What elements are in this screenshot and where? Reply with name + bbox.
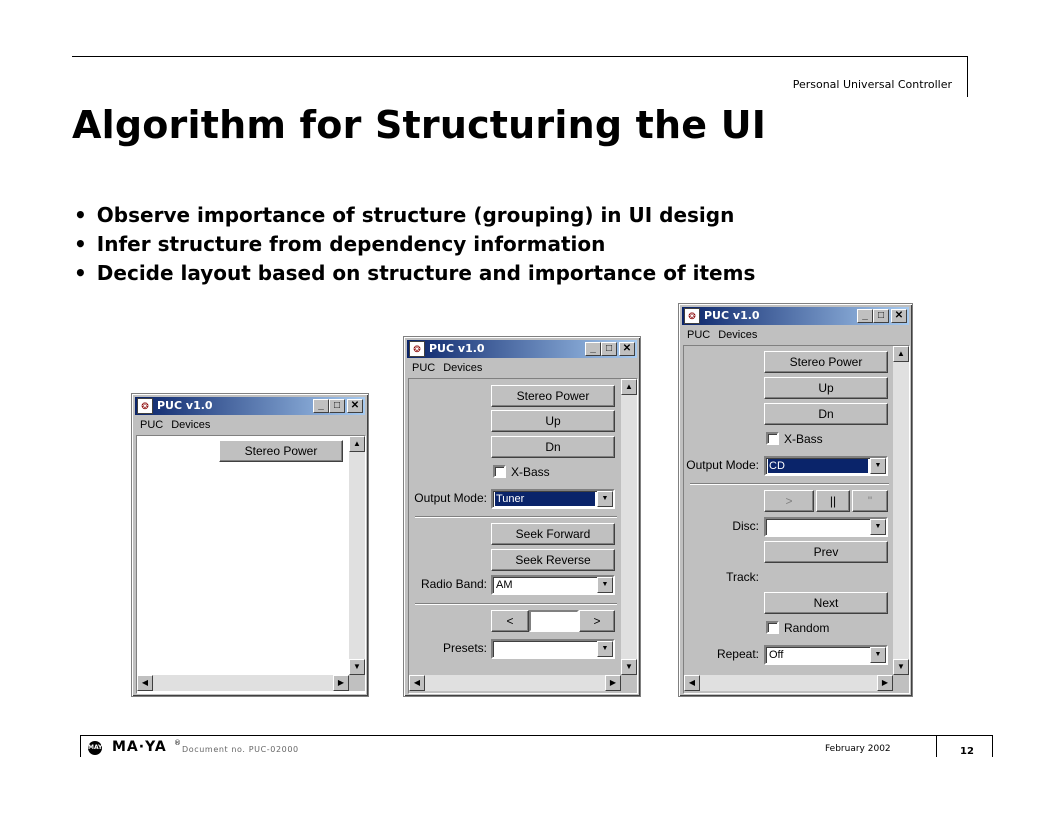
prev-button[interactable]: Prev (764, 541, 888, 563)
seek-forward-button[interactable]: Seek Forward (491, 523, 615, 545)
window-title: PUC v1.0 (157, 399, 213, 412)
maya-logo-icon: MAYA (88, 741, 102, 755)
puc-window-tuner (403, 336, 641, 697)
dn-button[interactable]: Dn (491, 436, 615, 458)
bullet-text: Observe importance of structure (grouping) in UI design (96, 203, 735, 227)
presets-label: Presets: (442, 641, 487, 655)
menu-puc[interactable]: PUC (412, 362, 436, 374)
minimize-button[interactable]: _ (585, 342, 601, 356)
dn-button[interactable]: Dn (764, 403, 888, 425)
stereo-power-button[interactable]: Stereo Power (764, 351, 888, 373)
scroll-down-icon[interactable]: ▼ (349, 659, 365, 675)
chevron-down-icon[interactable]: ▼ (597, 641, 613, 657)
slide-header: Personal Universal Controller (792, 78, 952, 91)
footer-divider (936, 735, 937, 757)
group-separator (415, 516, 617, 518)
app-icon[interactable]: ❂ (409, 341, 425, 357)
scroll-up-icon[interactable]: ▲ (893, 346, 909, 362)
stereo-power-button[interactable]: Stereo Power (491, 385, 615, 407)
horizontal-scrollbar[interactable] (409, 675, 621, 691)
scroll-left-icon[interactable]: ◀ (684, 675, 700, 691)
bullet-item (74, 261, 755, 285)
stop-button[interactable]: " (852, 490, 888, 512)
header-rule (72, 56, 968, 57)
next-button[interactable]: Next (764, 592, 888, 614)
bullet-icon: • (74, 261, 87, 285)
footer-divider (992, 735, 993, 757)
window-title: PUC v1.0 (429, 342, 485, 355)
bullet-text: Decide layout based on structure and importance of items (96, 261, 756, 285)
repeat-label: Repeat: (716, 647, 759, 661)
horizontal-scrollbar[interactable] (684, 675, 893, 691)
resize-grip[interactable] (621, 675, 637, 691)
window-title: PUC v1.0 (704, 309, 760, 322)
xbass-label: X-Bass (784, 432, 823, 446)
up-button[interactable]: Up (764, 377, 888, 399)
puc-window-cd (678, 303, 913, 697)
bullet-icon: • (74, 232, 87, 256)
presets-value (495, 642, 595, 656)
repeat-value: Off (769, 649, 784, 661)
xbass-checkbox[interactable] (493, 465, 506, 478)
bullet-text: Infer structure from dependency information (96, 232, 606, 256)
output-mode-label: Output Mode: (686, 458, 759, 472)
scroll-left-icon[interactable]: ◀ (409, 675, 425, 691)
vertical-scrollbar[interactable] (349, 436, 365, 675)
slide-title: Algorithm for Structuring the UI (72, 103, 767, 147)
seek-reverse-button[interactable]: Seek Reverse (491, 549, 615, 571)
chevron-down-icon[interactable]: ▼ (870, 519, 886, 535)
prev-preset-button[interactable]: < (491, 610, 529, 632)
footer-divider (80, 735, 81, 757)
minimize-button[interactable]: _ (313, 399, 329, 413)
preset-field[interactable] (529, 610, 579, 632)
scroll-right-icon[interactable]: ▶ (333, 675, 349, 691)
presets-select[interactable] (491, 639, 615, 659)
menu-devices[interactable]: Devices (171, 419, 211, 431)
maximize-button[interactable]: □ (601, 342, 617, 356)
close-button[interactable]: ✕ (619, 342, 635, 356)
output-mode-select[interactable] (764, 456, 888, 476)
menu-bar (683, 327, 908, 343)
radio-band-label: Radio Band: (420, 577, 487, 591)
maximize-button[interactable]: □ (873, 309, 889, 323)
footer-date: February 2002 (825, 744, 891, 754)
title-bar[interactable] (407, 340, 637, 358)
footer-rule (80, 735, 993, 736)
window-client (408, 378, 638, 694)
minimize-button[interactable]: _ (857, 309, 873, 323)
close-button[interactable]: ✕ (891, 309, 907, 323)
disc-label: Disc: (732, 519, 759, 533)
disc-value (768, 520, 868, 534)
registered-mark: ® (174, 739, 181, 747)
horizontal-scrollbar[interactable] (137, 675, 349, 691)
radio-band-select[interactable] (491, 575, 615, 595)
menu-bar (136, 417, 364, 433)
scroll-up-icon[interactable]: ▲ (349, 436, 365, 452)
menu-devices[interactable]: Devices (443, 362, 483, 374)
stereo-power-button[interactable]: Stereo Power (219, 440, 343, 462)
scroll-down-icon[interactable]: ▼ (893, 659, 909, 675)
page-number: 12 (960, 746, 974, 757)
maximize-button[interactable]: □ (329, 399, 345, 413)
output-mode-value: Tuner (495, 492, 595, 506)
group-separator (690, 483, 889, 485)
chevron-down-icon[interactable]: ▼ (597, 577, 613, 593)
resize-grip[interactable] (893, 675, 909, 691)
app-icon[interactable]: ❂ (137, 398, 153, 414)
chevron-down-icon[interactable]: ▼ (597, 491, 613, 507)
chevron-down-icon[interactable]: ▼ (870, 458, 886, 474)
group-separator (415, 603, 617, 605)
scroll-right-icon[interactable]: ▶ (605, 675, 621, 691)
bullet-item (74, 232, 605, 256)
document-number: Document no. PUC-02000 (182, 745, 299, 754)
menu-bar (408, 360, 636, 376)
header-vertical-rule (967, 56, 968, 97)
play-button[interactable]: > (764, 490, 814, 512)
repeat-select[interactable] (764, 645, 888, 665)
bullet-icon: • (74, 203, 87, 227)
resize-grip[interactable] (349, 675, 365, 691)
radio-band-value: AM (496, 579, 513, 591)
app-icon[interactable]: ❂ (684, 308, 700, 324)
maya-logo: MA·YA (112, 739, 167, 755)
track-label: Track: (726, 570, 759, 584)
title-bar[interactable] (682, 307, 909, 325)
random-checkbox[interactable] (766, 621, 779, 634)
menu-puc[interactable]: PUC (140, 419, 164, 431)
puc-window-minimal (131, 393, 369, 697)
scroll-right-icon[interactable]: ▶ (877, 675, 893, 691)
scroll-down-icon[interactable]: ▼ (621, 659, 637, 675)
menu-devices[interactable]: Devices (718, 329, 758, 341)
window-client (136, 435, 366, 694)
vertical-scrollbar[interactable] (621, 379, 637, 675)
menu-puc[interactable]: PUC (687, 329, 711, 341)
random-label: Random (784, 621, 830, 635)
up-button[interactable]: Up (491, 410, 615, 432)
next-preset-button[interactable]: > (579, 610, 615, 632)
bullet-item (74, 203, 734, 227)
close-button[interactable]: ✕ (347, 399, 363, 413)
chevron-down-icon[interactable]: ▼ (870, 647, 886, 663)
scroll-left-icon[interactable]: ◀ (137, 675, 153, 691)
xbass-checkbox[interactable] (766, 432, 779, 445)
window-client (683, 345, 910, 694)
title-bar[interactable] (135, 397, 365, 415)
output-mode-label: Output Mode: (414, 491, 487, 505)
output-mode-value: CD (768, 459, 868, 473)
pause-button[interactable]: || (816, 490, 850, 512)
scroll-up-icon[interactable]: ▲ (621, 379, 637, 395)
xbass-label: X-Bass (511, 465, 550, 479)
vertical-scrollbar[interactable] (893, 346, 909, 675)
output-mode-select[interactable] (491, 489, 615, 509)
disc-select[interactable] (764, 517, 888, 537)
